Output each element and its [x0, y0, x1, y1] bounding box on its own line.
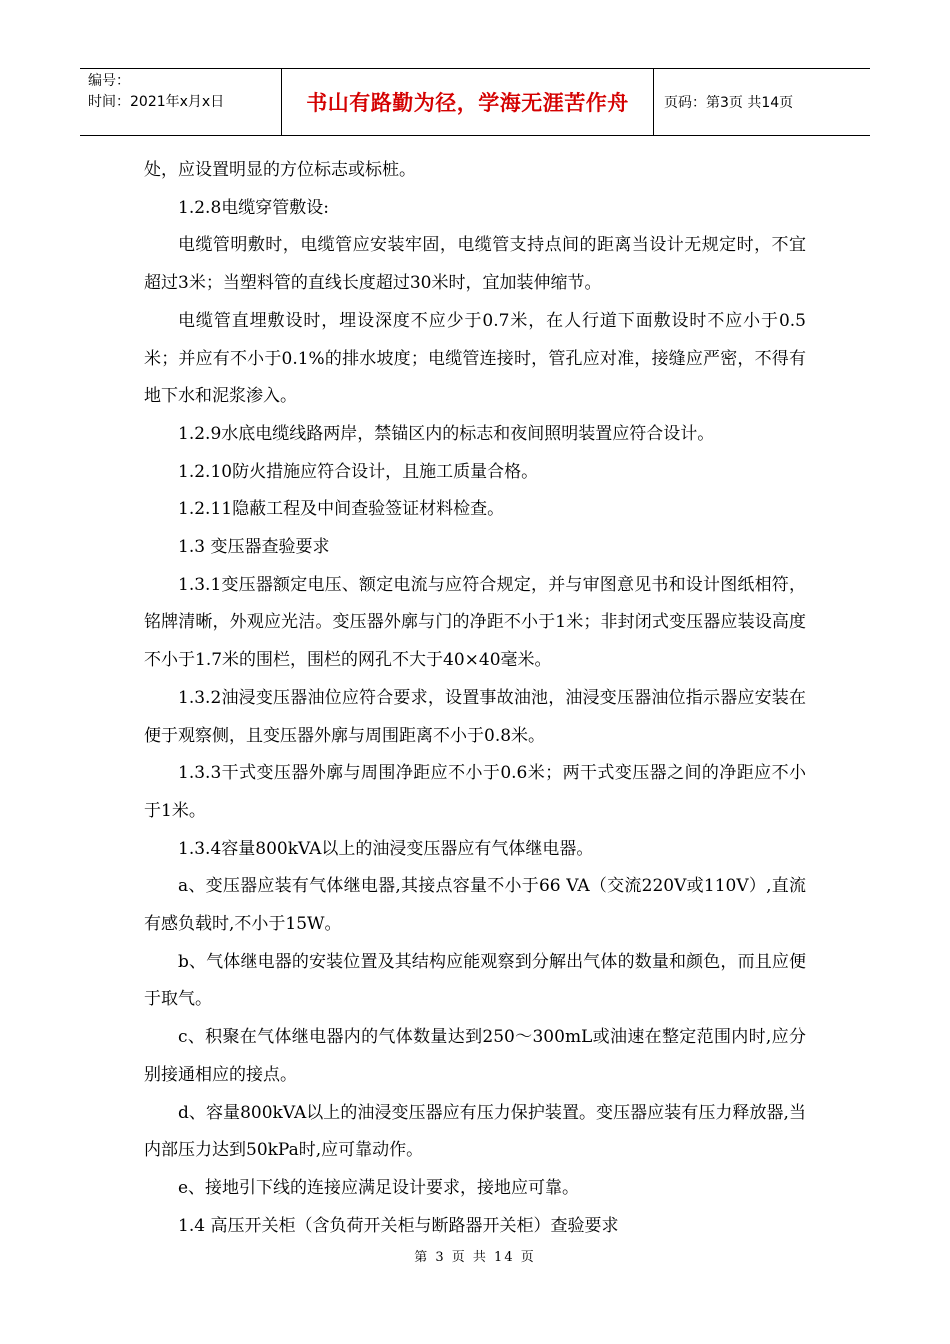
- header-meta: [80, 69, 282, 135]
- header-motto: 书山有路勤为径，学海无涯苦作舟: [282, 69, 654, 135]
- section-heading: 1.3 变压器查验要求: [178, 537, 330, 558]
- paragraph: 处，应设置明显的方位标志或标桩。: [144, 160, 416, 180]
- list-item: c、积聚在气体继电器内的气体数量达到250～300mL或油速在整定范围内时,应分别接通相应的接点。: [144, 1027, 806, 1085]
- section-heading: 1.2.8电缆穿管敷设:: [178, 197, 329, 218]
- paragraph: 1.3.2油浸变压器油位应符合要求，设置事故油池，油浸变压器油位指示器应安装在便于观察侧，且变压器外廓与周围距离不小于0.8米。: [144, 687, 806, 746]
- time-label: 时间：2021年x月x日: [88, 94, 225, 110]
- paragraph: 电缆管明敷时，电缆管应安装牢固，电缆管支持点间的距离当设计无规定时，不宜超过3米；当塑料管的直线长度超过30米时，宜加装伸缩节。: [144, 235, 806, 294]
- paragraph: 1.2.10防火措施应符合设计，且施工质量合格。: [178, 461, 539, 482]
- list-item: e、接地引下线的连接应满足设计要求，接地应可靠。: [178, 1177, 580, 1198]
- paragraph: 电缆管直埋敷设时，埋设深度不应少于0.7米，在人行道下面敷设时不应小于0.5米；并应有不小于0.1%的排水坡度；电缆管连接时，管孔应对准，接缝应严密，不得有地下水和泥浆渗入。: [144, 310, 806, 407]
- document-body: [144, 152, 806, 1245]
- paragraph: 1.3.1变压器额定电压、额定电流与应符合规定，并与审图意见书和设计图纸相符，铭牌清晰，外观应光洁。变压器外廓与门的净距不小于1米；非封闭式变压器应装设高度不小于1.7米的围栏，围栏的网孔不大于40×40毫米。: [144, 574, 806, 671]
- list-item: d、容量800kVA以上的油浸变压器应有压力保护装置。变压器应装有压力释放器,当内部压力达到50kPa时,应可靠动作。: [144, 1102, 806, 1161]
- paragraph: 1.2.11隐蔽工程及中间查验签证材料检查。: [178, 499, 505, 520]
- paragraph: 1.2.9水底电缆线路两岸，禁锚区内的标志和夜间照明装置应符合设计。: [178, 423, 715, 444]
- list-item: a、变压器应装有气体继电器,其接点容量不小于66 VA（交流220V或110V）,直流有感负载时,不小于15W。: [144, 876, 806, 935]
- number-label: 编号：: [88, 73, 130, 89]
- paragraph: 1.3.4容量800kVA以上的油浸变压器应有气体继电器。: [178, 838, 594, 859]
- paragraph: 1.3.3干式变压器外廓与周围净距应不小于0.6米；两干式变压器之间的净距应不小于1米。: [144, 763, 806, 821]
- page-footer: 第 3 页 共 14 页: [414, 1250, 536, 1265]
- list-item: b、气体继电器的安装位置及其结构应能观察到分解出气体的数量和颜色，而且应便于取气。: [144, 951, 806, 1010]
- section-heading: 1.4 高压开关柜（含负荷开关柜与断路器开关柜）查验要求: [178, 1215, 619, 1236]
- page-header: [80, 68, 870, 136]
- header-page-info: 页码：第3页 共14页: [664, 95, 794, 111]
